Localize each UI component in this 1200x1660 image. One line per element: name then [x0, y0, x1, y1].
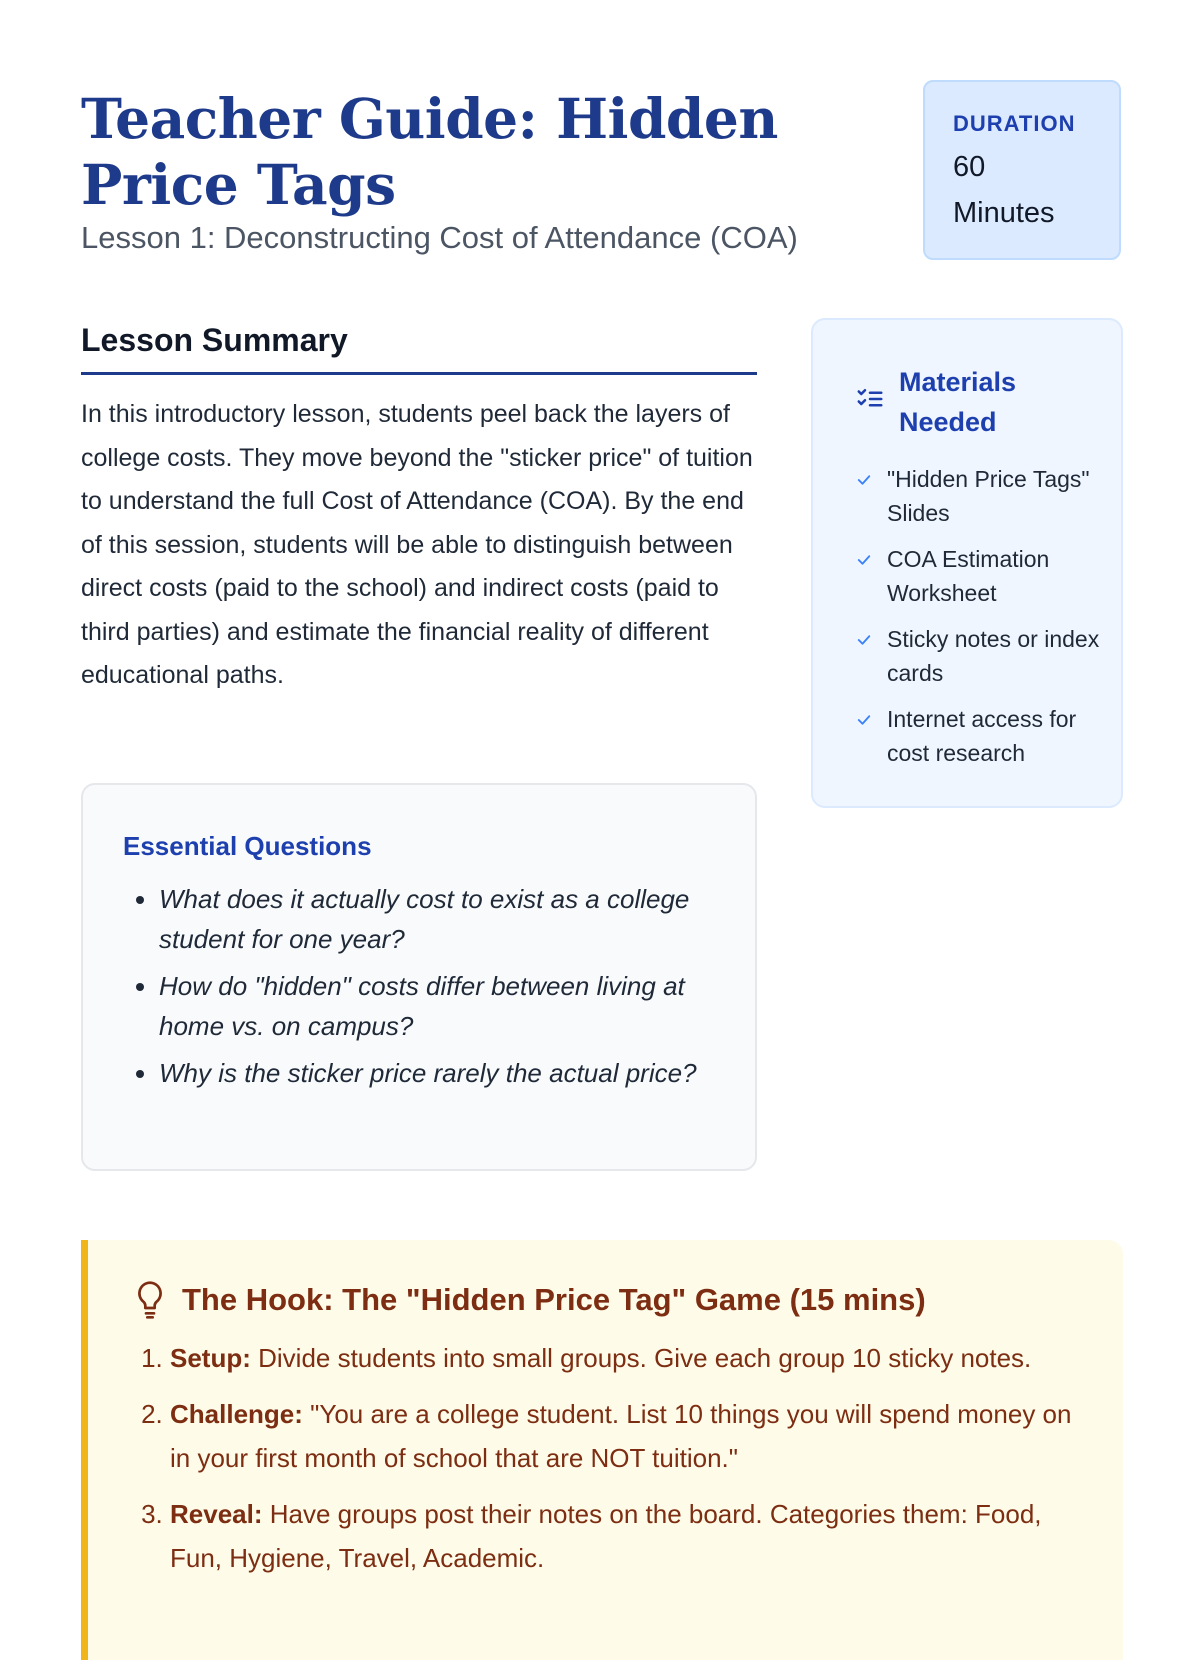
essential-question-item: • Why is the sticker price rarely the actual price?	[159, 1053, 725, 1093]
lesson-summary-heading: Lesson Summary	[81, 318, 757, 375]
duration-value: 60 Minutes	[953, 151, 1055, 229]
essential-questions-box	[81, 783, 757, 1171]
materials-item-label: COA Estimation Worksheet	[887, 546, 1050, 606]
materials-item-label: Internet access for cost research	[887, 706, 1077, 766]
hook-step	[170, 1392, 1083, 1480]
materials-list	[855, 462, 1101, 770]
essential-question-item: • What does it actually cost to exist as a college student for one year?	[159, 879, 725, 959]
duration-label: DURATION	[953, 111, 1076, 136]
hook-step-label: Reveal:	[170, 1499, 263, 1529]
hook-title: The Hook: The "Hidden Price Tag" Game (15 mins)	[182, 1282, 926, 1317]
essential-question-item: • How do "hidden" costs differ between living at home vs. on campus?	[159, 966, 725, 1046]
materials-item	[855, 622, 1101, 690]
check-icon	[855, 551, 873, 569]
checklist-icon	[855, 384, 885, 414]
hook-header	[134, 1278, 1083, 1322]
hook-step	[170, 1336, 1083, 1380]
materials-item-label: "Hidden Price Tags" Slides	[887, 466, 1090, 526]
lesson-summary-section	[81, 318, 757, 698]
materials-item-label: Sticky notes or index cards	[887, 626, 1100, 686]
essential-questions-list	[123, 879, 725, 1093]
hook-section	[81, 1240, 1123, 1660]
hook-step-text: Have groups post their notes on the board. Categories them: Food, Fun, Hygiene, Travel, Academic.	[170, 1499, 1042, 1573]
hook-step-label: Challenge:	[170, 1399, 303, 1429]
materials-card	[811, 318, 1123, 808]
hook-step-text: Divide students into small groups. Give each group 10 sticky notes.	[250, 1343, 1032, 1373]
hook-step	[170, 1492, 1083, 1580]
page-header	[81, 80, 1123, 270]
materials-item	[855, 542, 1101, 610]
hook-step-label: Setup:	[170, 1343, 251, 1373]
essential-questions-title: Essential Questions	[123, 831, 372, 861]
hook-steps	[134, 1336, 1083, 1580]
check-icon	[855, 711, 873, 729]
materials-item	[855, 702, 1101, 770]
materials-title: Materials Needed	[899, 367, 1017, 437]
lesson-summary-text: In this introductory lesson, students peel back the layers of college costs. They move beyond the "sticker price" of tuition to understand the full Cost of Attendance (COA). By the end of this session, students will be able to distinguish between direct costs (paid to the school) and indirect costs (paid to third parties) and estimate the financial reality of different educational paths.	[81, 400, 753, 689]
duration-card	[923, 80, 1121, 260]
hook-step-text: "You are a college student. List 10 things you will spend money on in your first month of school that are NOT tuition."	[170, 1399, 1072, 1473]
materials-header	[855, 362, 1101, 442]
page-title: Teacher Guide: Hidden Price Tags	[81, 86, 778, 217]
materials-item	[855, 462, 1101, 530]
page-subtitle: Lesson 1: Deconstructing Cost of Attendance (COA)	[81, 220, 798, 255]
lightbulb-icon	[134, 1280, 166, 1320]
check-icon	[855, 631, 873, 649]
check-icon	[855, 471, 873, 489]
